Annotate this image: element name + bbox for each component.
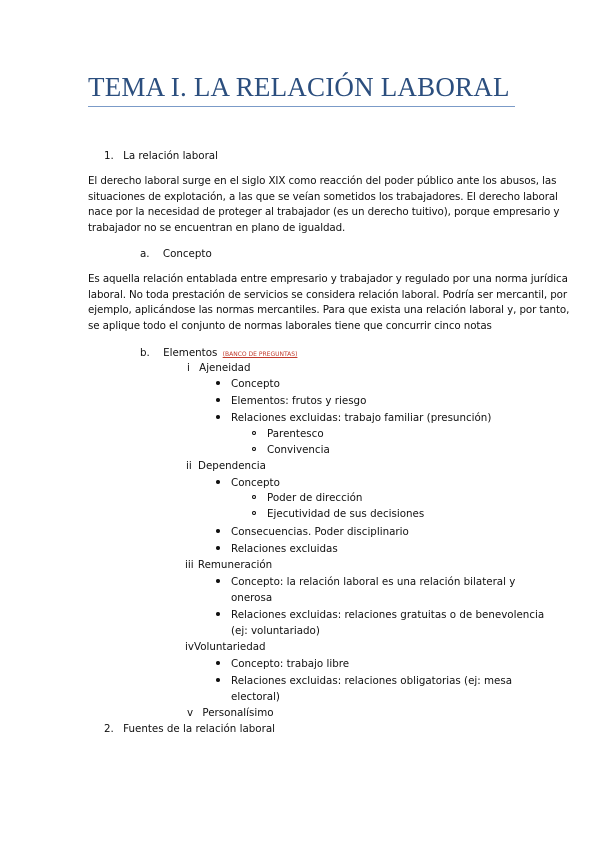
subsection-a-number: a.: [140, 248, 150, 260]
bullet-icon: [216, 415, 220, 419]
section-2-heading: [104, 722, 275, 736]
subsection-b-number: b.: [140, 347, 150, 359]
bullet-icon: [216, 381, 220, 385]
list-item: Concepto: [231, 378, 280, 390]
subsection-b-heading: [140, 346, 297, 362]
bullet-icon: [216, 579, 220, 583]
list-item-continuation: onerosa: [231, 592, 273, 604]
element-iv-number: iv: [185, 641, 194, 653]
section-2-number: 2.: [104, 723, 114, 735]
element-ii-label: Dependencia: [198, 460, 266, 472]
question-bank-link[interactable]: (BANCO DE PREGUNTAS): [222, 351, 298, 358]
list-item: Relaciones excluidas: relaciones gratuitas o de benevolencia: [231, 609, 545, 621]
intro-line: nace por la necesidad de proteger al trabajador (es un derecho tuitivo), porque empresario y: [88, 206, 560, 219]
list-item: Relaciones excluidas: trabajo familiar (presunción): [231, 412, 492, 424]
section-1-heading: [104, 149, 218, 163]
element-iii-label: Remuneración: [197, 559, 273, 571]
circle-bullet-icon: [252, 431, 256, 435]
bullet-icon: [216, 398, 220, 402]
element-v-label: Personalísimo: [202, 707, 274, 719]
concept-line: Es aquella relación entablada entre empresario y trabajador y regulado por una norma jurídica: [88, 273, 568, 285]
list-subitem: Convivencia: [267, 444, 330, 456]
element-i-number: i: [187, 362, 190, 374]
list-item: Concepto: la relación laboral es una relación bilateral y: [231, 576, 516, 588]
subsection-a-heading: [140, 247, 212, 261]
element-v-number: v: [187, 707, 194, 719]
bullet-icon: [216, 661, 220, 665]
circle-bullet-icon: [252, 447, 256, 451]
list-item: Elementos: frutos y riesgo: [231, 395, 367, 407]
bullet-icon: [216, 546, 220, 550]
page-title: TEMA I. LA RELACIÓN LABORAL: [88, 72, 510, 102]
title-underline: [88, 106, 515, 107]
element-iii-heading: [185, 558, 272, 572]
list-item: Concepto: [231, 477, 280, 489]
list-item: Relaciones excluidas: [231, 543, 338, 555]
section-1-label: La relación laboral: [123, 150, 218, 162]
intro-line: situaciones de explotación, a las que se veían sometidos los trabajadores. El derecho laboral: [88, 190, 558, 203]
concept-line: se aplique todo el conjunto de normas laborales tiene que concurrir cinco notas: [88, 319, 492, 332]
bullet-icon: [216, 678, 220, 682]
list-subitem: Poder de dirección: [267, 492, 363, 504]
bullet-icon: [216, 529, 220, 533]
list-item-continuation: electoral): [231, 691, 280, 703]
circle-bullet-icon: [252, 511, 256, 515]
element-iv-heading: [185, 640, 266, 654]
bullet-icon: [216, 480, 220, 484]
element-iii-number: iii: [185, 559, 194, 571]
element-iv-label: Voluntariedad: [193, 641, 266, 653]
intro-line: El derecho laboral surge en el siglo XIX como reacción del poder público ante los abusos, las: [88, 175, 557, 187]
element-v-heading: [187, 706, 274, 720]
bullet-icon: [216, 612, 220, 616]
intro-line: trabajador no se encuentran en plano de igualdad.: [88, 221, 346, 234]
circle-bullet-icon: [252, 495, 256, 499]
section-1-number: 1.: [104, 150, 114, 162]
concept-line: laboral. No toda prestación de servicios se considera relación laboral. Podría ser mercantil, por: [88, 288, 567, 301]
list-item: Concepto: trabajo libre: [231, 658, 350, 670]
concept-line: ejemplo, aplicándose las normas mercantiles. Para que exista una relación laboral y, por tanto,: [88, 304, 570, 317]
list-subitem: Parentesco: [267, 428, 324, 440]
element-i-label: Ajeneidad: [199, 362, 251, 374]
section-2-label: Fuentes de la relación laboral: [123, 723, 275, 735]
element-ii-heading: [186, 459, 266, 473]
concept-paragraph: [88, 272, 570, 334]
element-i-heading: [187, 361, 251, 375]
list-item-continuation: (ej: voluntariado): [231, 625, 320, 637]
subsection-b-label: Elementos: [163, 347, 218, 359]
subsection-a-label: Concepto: [162, 248, 212, 260]
list-item: Consecuencias. Poder disciplinario: [231, 526, 409, 538]
list-item: Relaciones excluidas: relaciones obligatorias (ej: mesa: [231, 675, 513, 687]
element-ii-number: ii: [186, 460, 192, 472]
intro-paragraph: [88, 174, 560, 236]
list-subitem: Ejecutividad de sus decisiones: [267, 508, 425, 520]
